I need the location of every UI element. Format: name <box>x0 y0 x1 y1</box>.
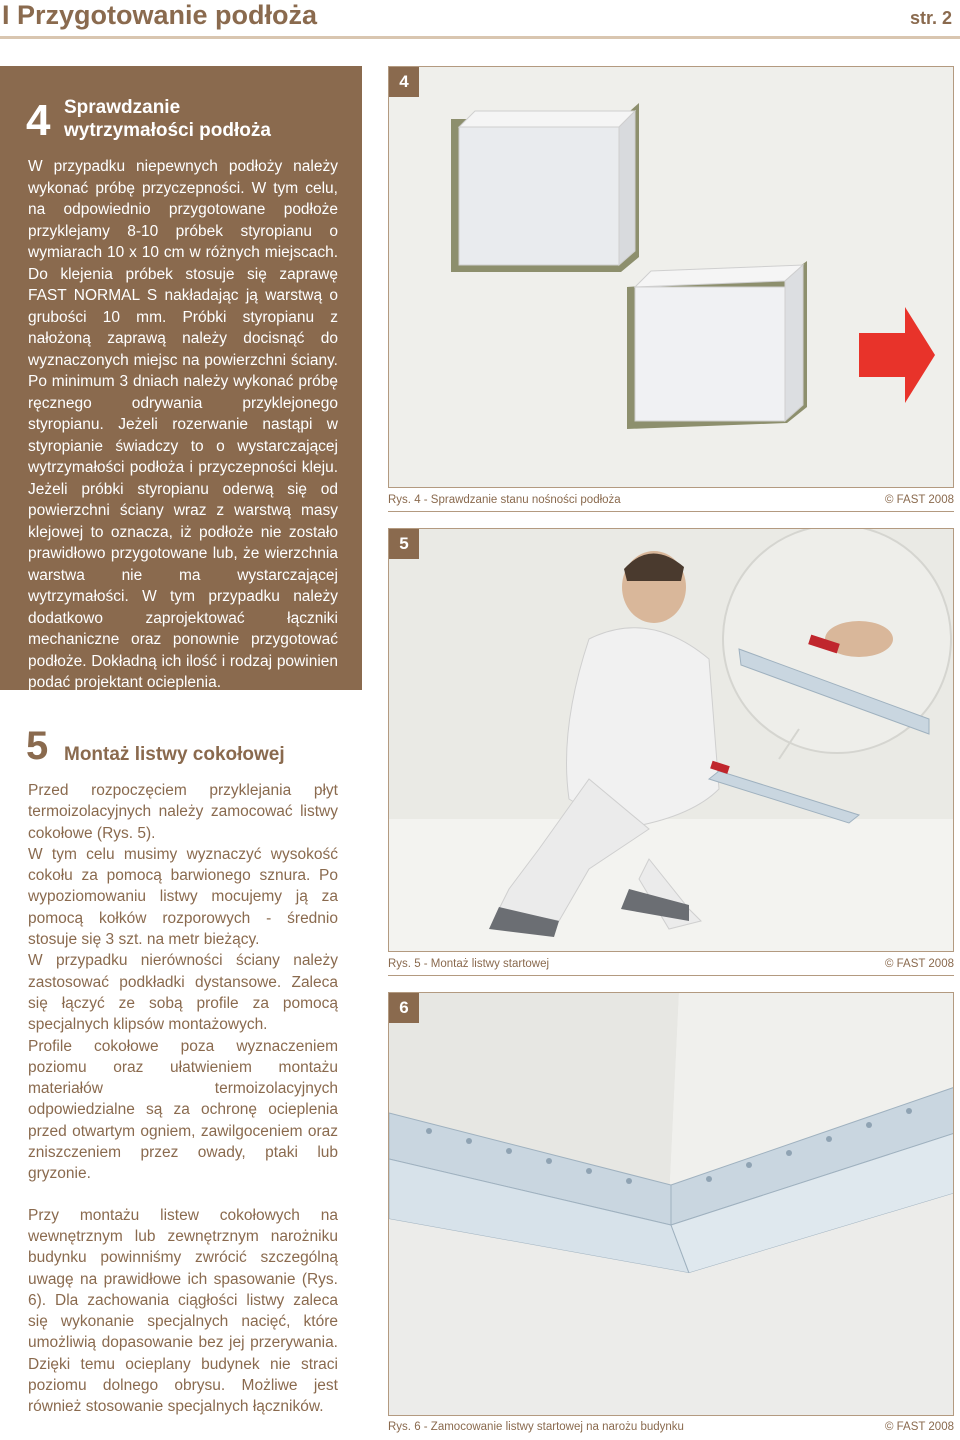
figure-4 <box>388 66 954 488</box>
figure-4-illustration <box>389 67 954 488</box>
figure-5-copyright: © FAST 2008 <box>885 958 954 970</box>
header-divider <box>0 36 960 39</box>
section-4-number: 4 <box>26 96 51 145</box>
figure-5-caption: Rys. 5 - Montaż listwy startowej <box>388 958 550 970</box>
page-number: str. 2 <box>909 8 952 28</box>
section-4-title-line1: Sprawdzanie <box>64 97 181 118</box>
figure-5-illustration <box>389 529 954 952</box>
section-4-body: W przypadku niepewnych podłoży należy wykonać próbę przyczepności. W tym celu, na odpowiednio przygotowane podłoże przyklejamy 8-10 próbek styropianu o wymiarach 10 x 10 cm w różnych miejscach. Do klejenia próbek stosuje się zaprawę FAST NORMAL S nakładając ją warstwą o grubości 10 mm. Próbki styropianu z nałożoną zaprawą należy docisnąć do wyznaczonych miejsc na powierzchni ściany. Po minimum 3 dniach należy wykonać próbę ręcznego odrywania przyklejonego styropianu. Jeżeli rozerwanie nastąpi w styropianie świadczy to o wystarczającej wytrzymałości podłoża i przyczepności kleju. Jeżeli próbki styropianu oderwą się od powierzchni ściany wraz z warstwą masy klejowej to oznacza, iż podłoże nie zostało prawidłowo przygotowane lub, że wierzchnia warstwa nie ma wystarczającej wytrzymałości. W tym przypadku należy dodatkowo zaprojektować łączniki mechaniczne oraz ponownie przygotować podłoże. Dokładną ich ilość i rodzaj powinien podać projektant ocieplenia. <box>28 158 338 691</box>
paragraph: Przed rozpoczęciem przyklejania płyt termoizolacyjnych należy zamocować listwy cokołowe (Rys. 5). <box>28 782 338 842</box>
paragraph: Profile cokołowe poza wyznaczeniem poziomu oraz ułatwieniem montażu materiałów termoizolacyjnych odpowiedzialne są za ochronę ocieplenia przed otwartym ogniem, zawilgoceniem oraz zniszczeniem przez owady, ptaki lub gryzonie. <box>28 1037 338 1183</box>
section-4-title <box>64 96 334 142</box>
section-5-title: Montaż listwy cokołowej <box>64 744 285 765</box>
figure-4-copyright: © FAST 2008 <box>885 494 954 506</box>
caption-divider <box>388 511 954 512</box>
section-5-body <box>28 780 338 1418</box>
figure-5 <box>388 528 954 952</box>
page-title: I Przygotowanie podłoża <box>2 0 318 30</box>
figure-4-caption: Rys. 4 - Sprawdzanie stanu nośności podłoża <box>388 494 621 506</box>
paragraph: W przypadku nierówności ściany należy zastosować podkładki dystansowe. Zaleca się łączyć ze sobą profile za pomocą specjalnych klipsów montażowych. <box>28 952 338 1034</box>
figure-6-illustration <box>389 993 954 1416</box>
figure-4-label: 4 <box>389 67 419 97</box>
figure-6 <box>388 992 954 1416</box>
section-4-box <box>0 66 362 690</box>
section-4-title-line2: wytrzymałości podłoża <box>64 120 271 141</box>
paragraph: Przy montażu listew cokołowych na wewnętrznym lub zewnętrznym narożniku budynku powinniśmy zwrócić szczególną uwagę na prawidłowe ich spasowanie (Rys. 6). Dla zachowania ciągłości listwy zaleca się wykonanie specjalnych nacięć, które umożliwią dopasowanie bez jej przerywania. Dzięki temu ocieplany budynek nie straci poziomu dolnego obrysu. Możliwe jest również stosowanie specjalnych łączników. <box>28 1206 338 1416</box>
paragraph: W tym celu musimy wyznaczyć wysokość cokołu za pomocą barwionego sznura. Po wypoziomowaniu listwy mocujemy ją za pomocą kołków rozporowych - średnio stosuje się 3 szt. na metr bieżący. <box>28 845 338 949</box>
figure-6-caption: Rys. 6 - Zamocowanie listwy startowej na narożu budynku <box>388 1421 684 1433</box>
figure-6-label: 6 <box>389 993 419 1023</box>
caption-divider <box>388 975 954 976</box>
figure-5-label: 5 <box>389 529 419 559</box>
section-5-number: 5 <box>26 724 49 768</box>
figure-6-copyright: © FAST 2008 <box>885 1421 954 1433</box>
